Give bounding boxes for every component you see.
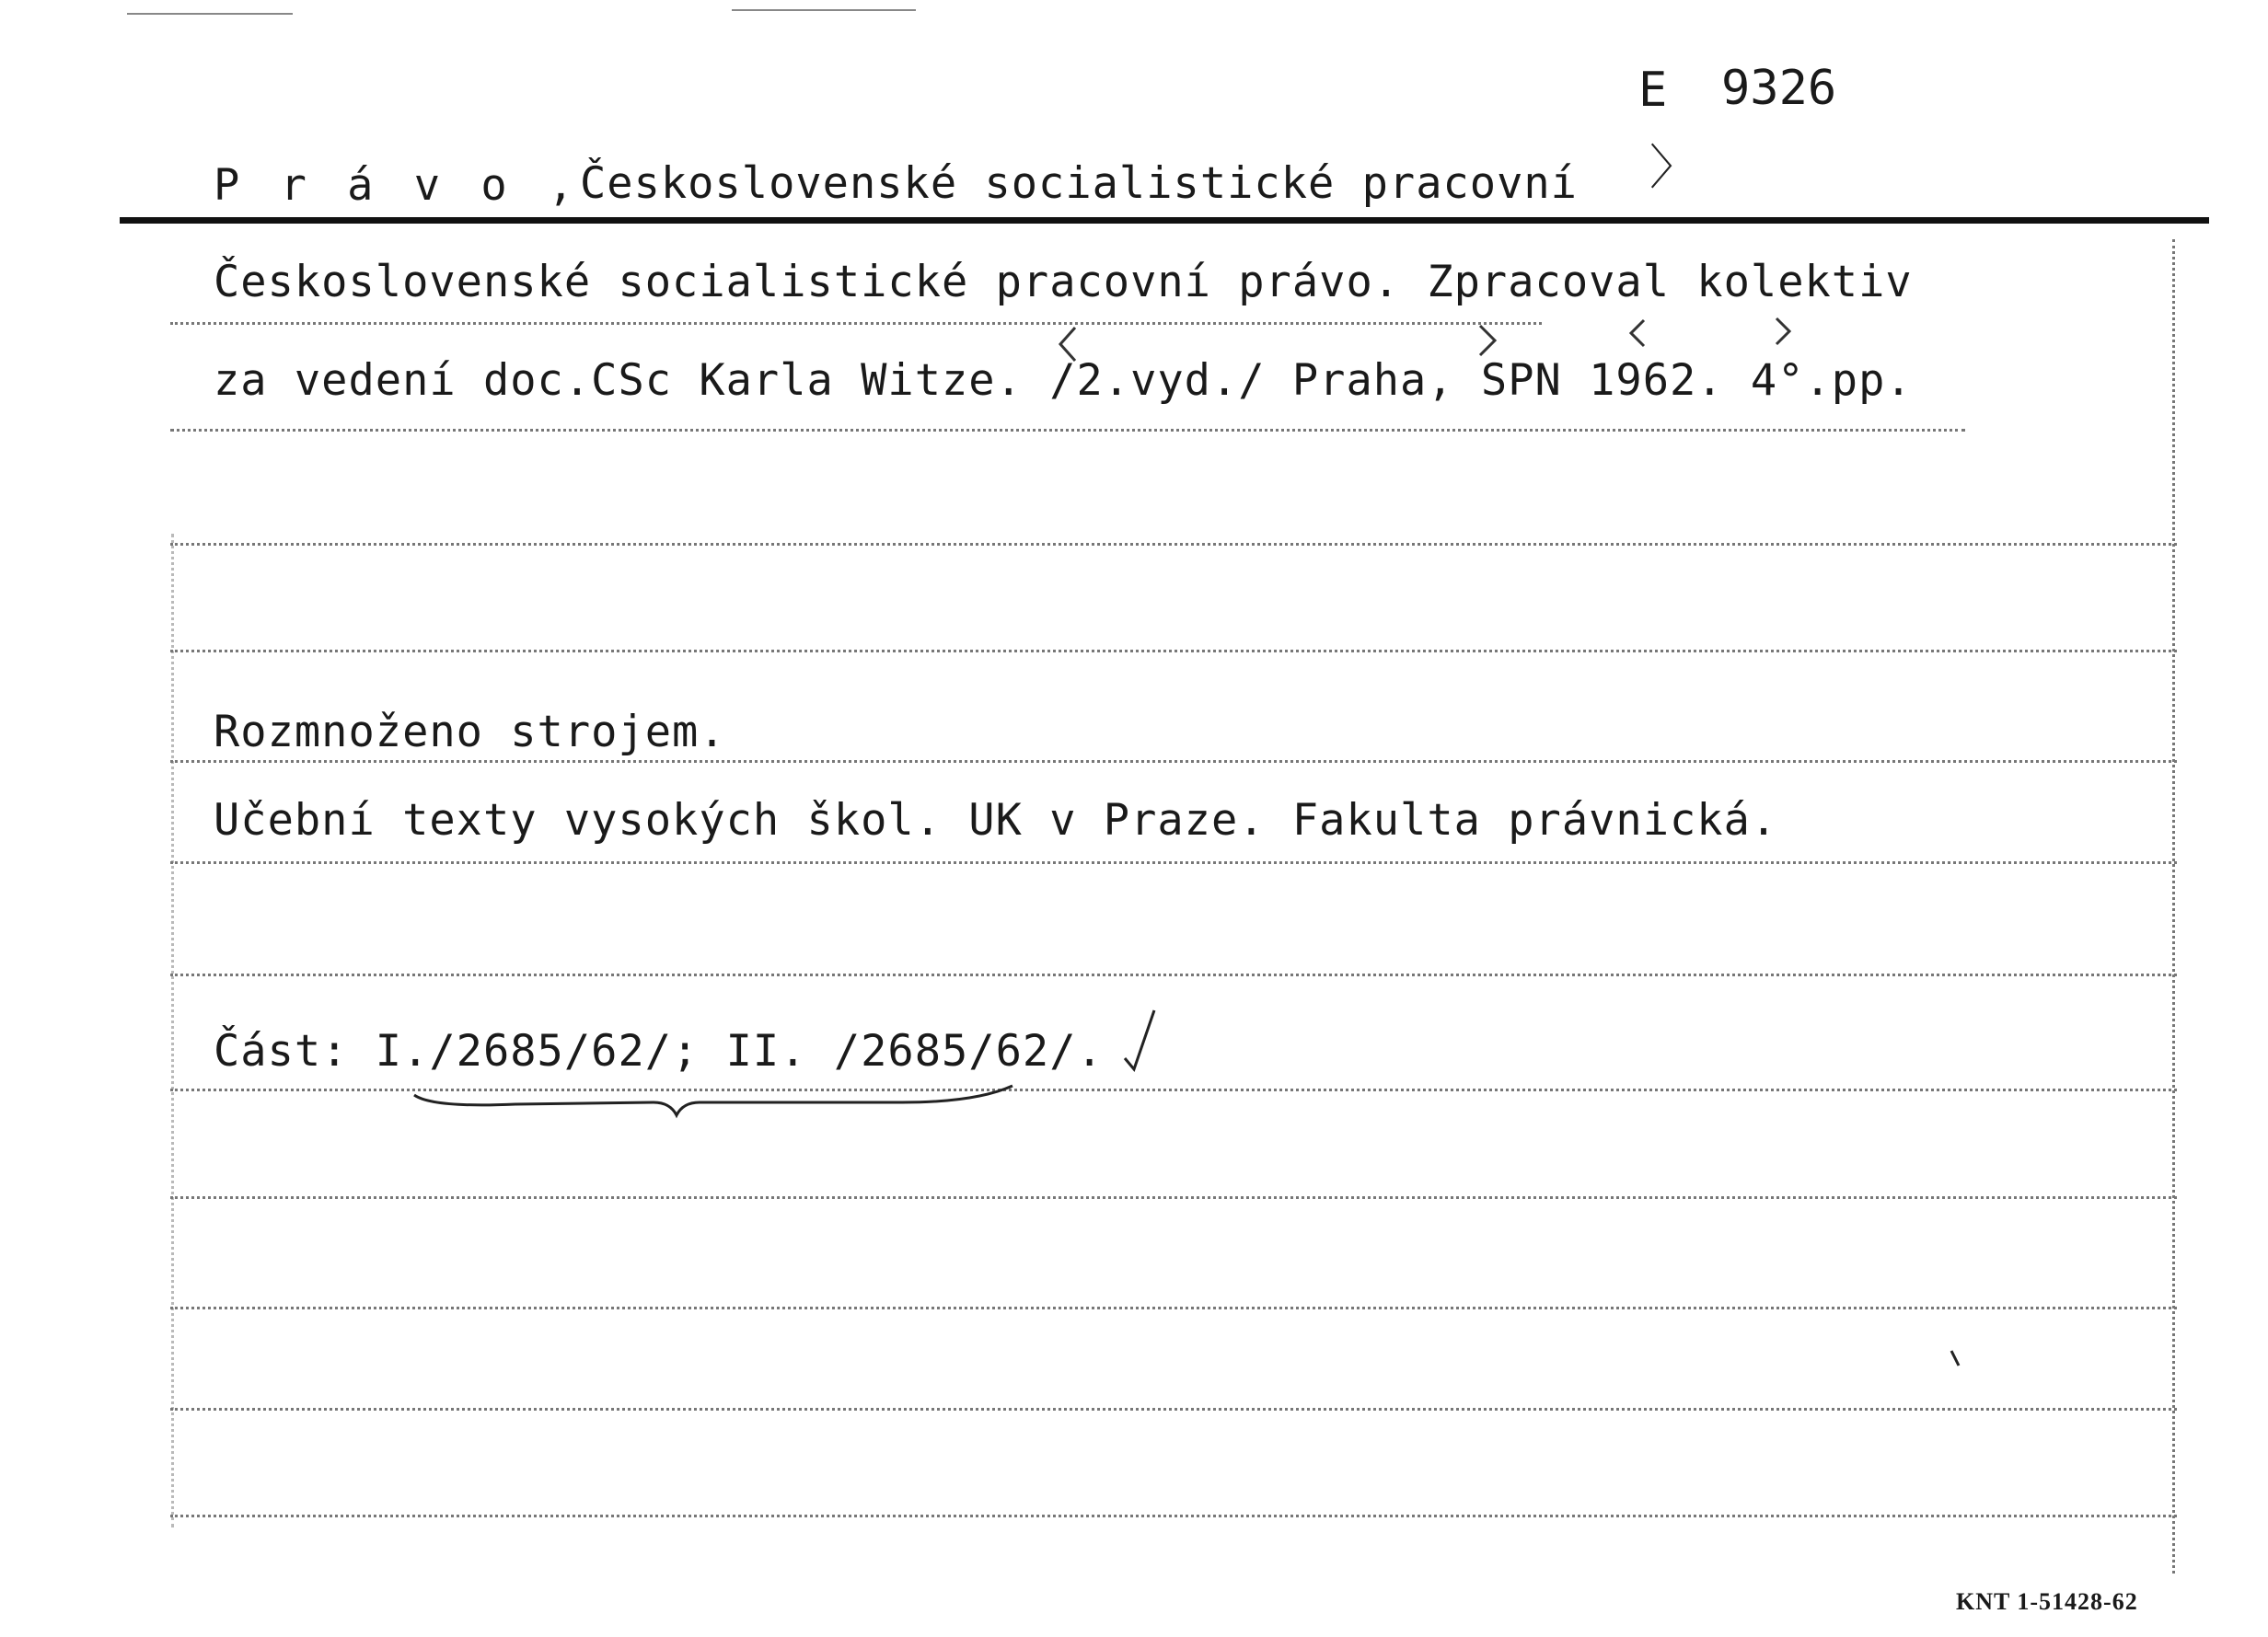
heading-word: P r á v o , <box>214 160 582 211</box>
check-mark <box>1125 1010 1154 1069</box>
bracket-close-publisher <box>1480 326 1495 355</box>
call-number-prefix: E <box>1638 63 1668 118</box>
description-line-2: za vedení doc.CSc Karla Witze. /2.vyd./ Praha, SPN 1962. 4°.pp. <box>214 355 1913 406</box>
stray-mark <box>1951 1351 1959 1366</box>
bracket-open-year <box>1631 320 1644 346</box>
bracket-open-edition <box>1060 328 1075 361</box>
bracket-close-year <box>1776 318 1789 344</box>
description-line-1: Československé socialistické pracovní právo. Zpracoval kolektiv <box>214 257 1913 307</box>
heading-subject: Československé socialistické pracovní <box>580 158 1578 209</box>
note-reproduction: Rozmnoženo strojem. <box>214 707 726 757</box>
parts-line: Část: I./2685/62/; II. /2685/62/. <box>214 1026 1104 1077</box>
footer-code: KNT 1-51428-62 <box>1956 1588 2138 1615</box>
heading-angle-mark: 〉 <box>1649 141 1698 196</box>
note-series: Učební texty vysokých škol. UK v Praze. Fakulta právnická. <box>214 795 1778 846</box>
parts-underline-brace <box>414 1086 1012 1115</box>
call-number: 9326 <box>1721 61 1837 116</box>
